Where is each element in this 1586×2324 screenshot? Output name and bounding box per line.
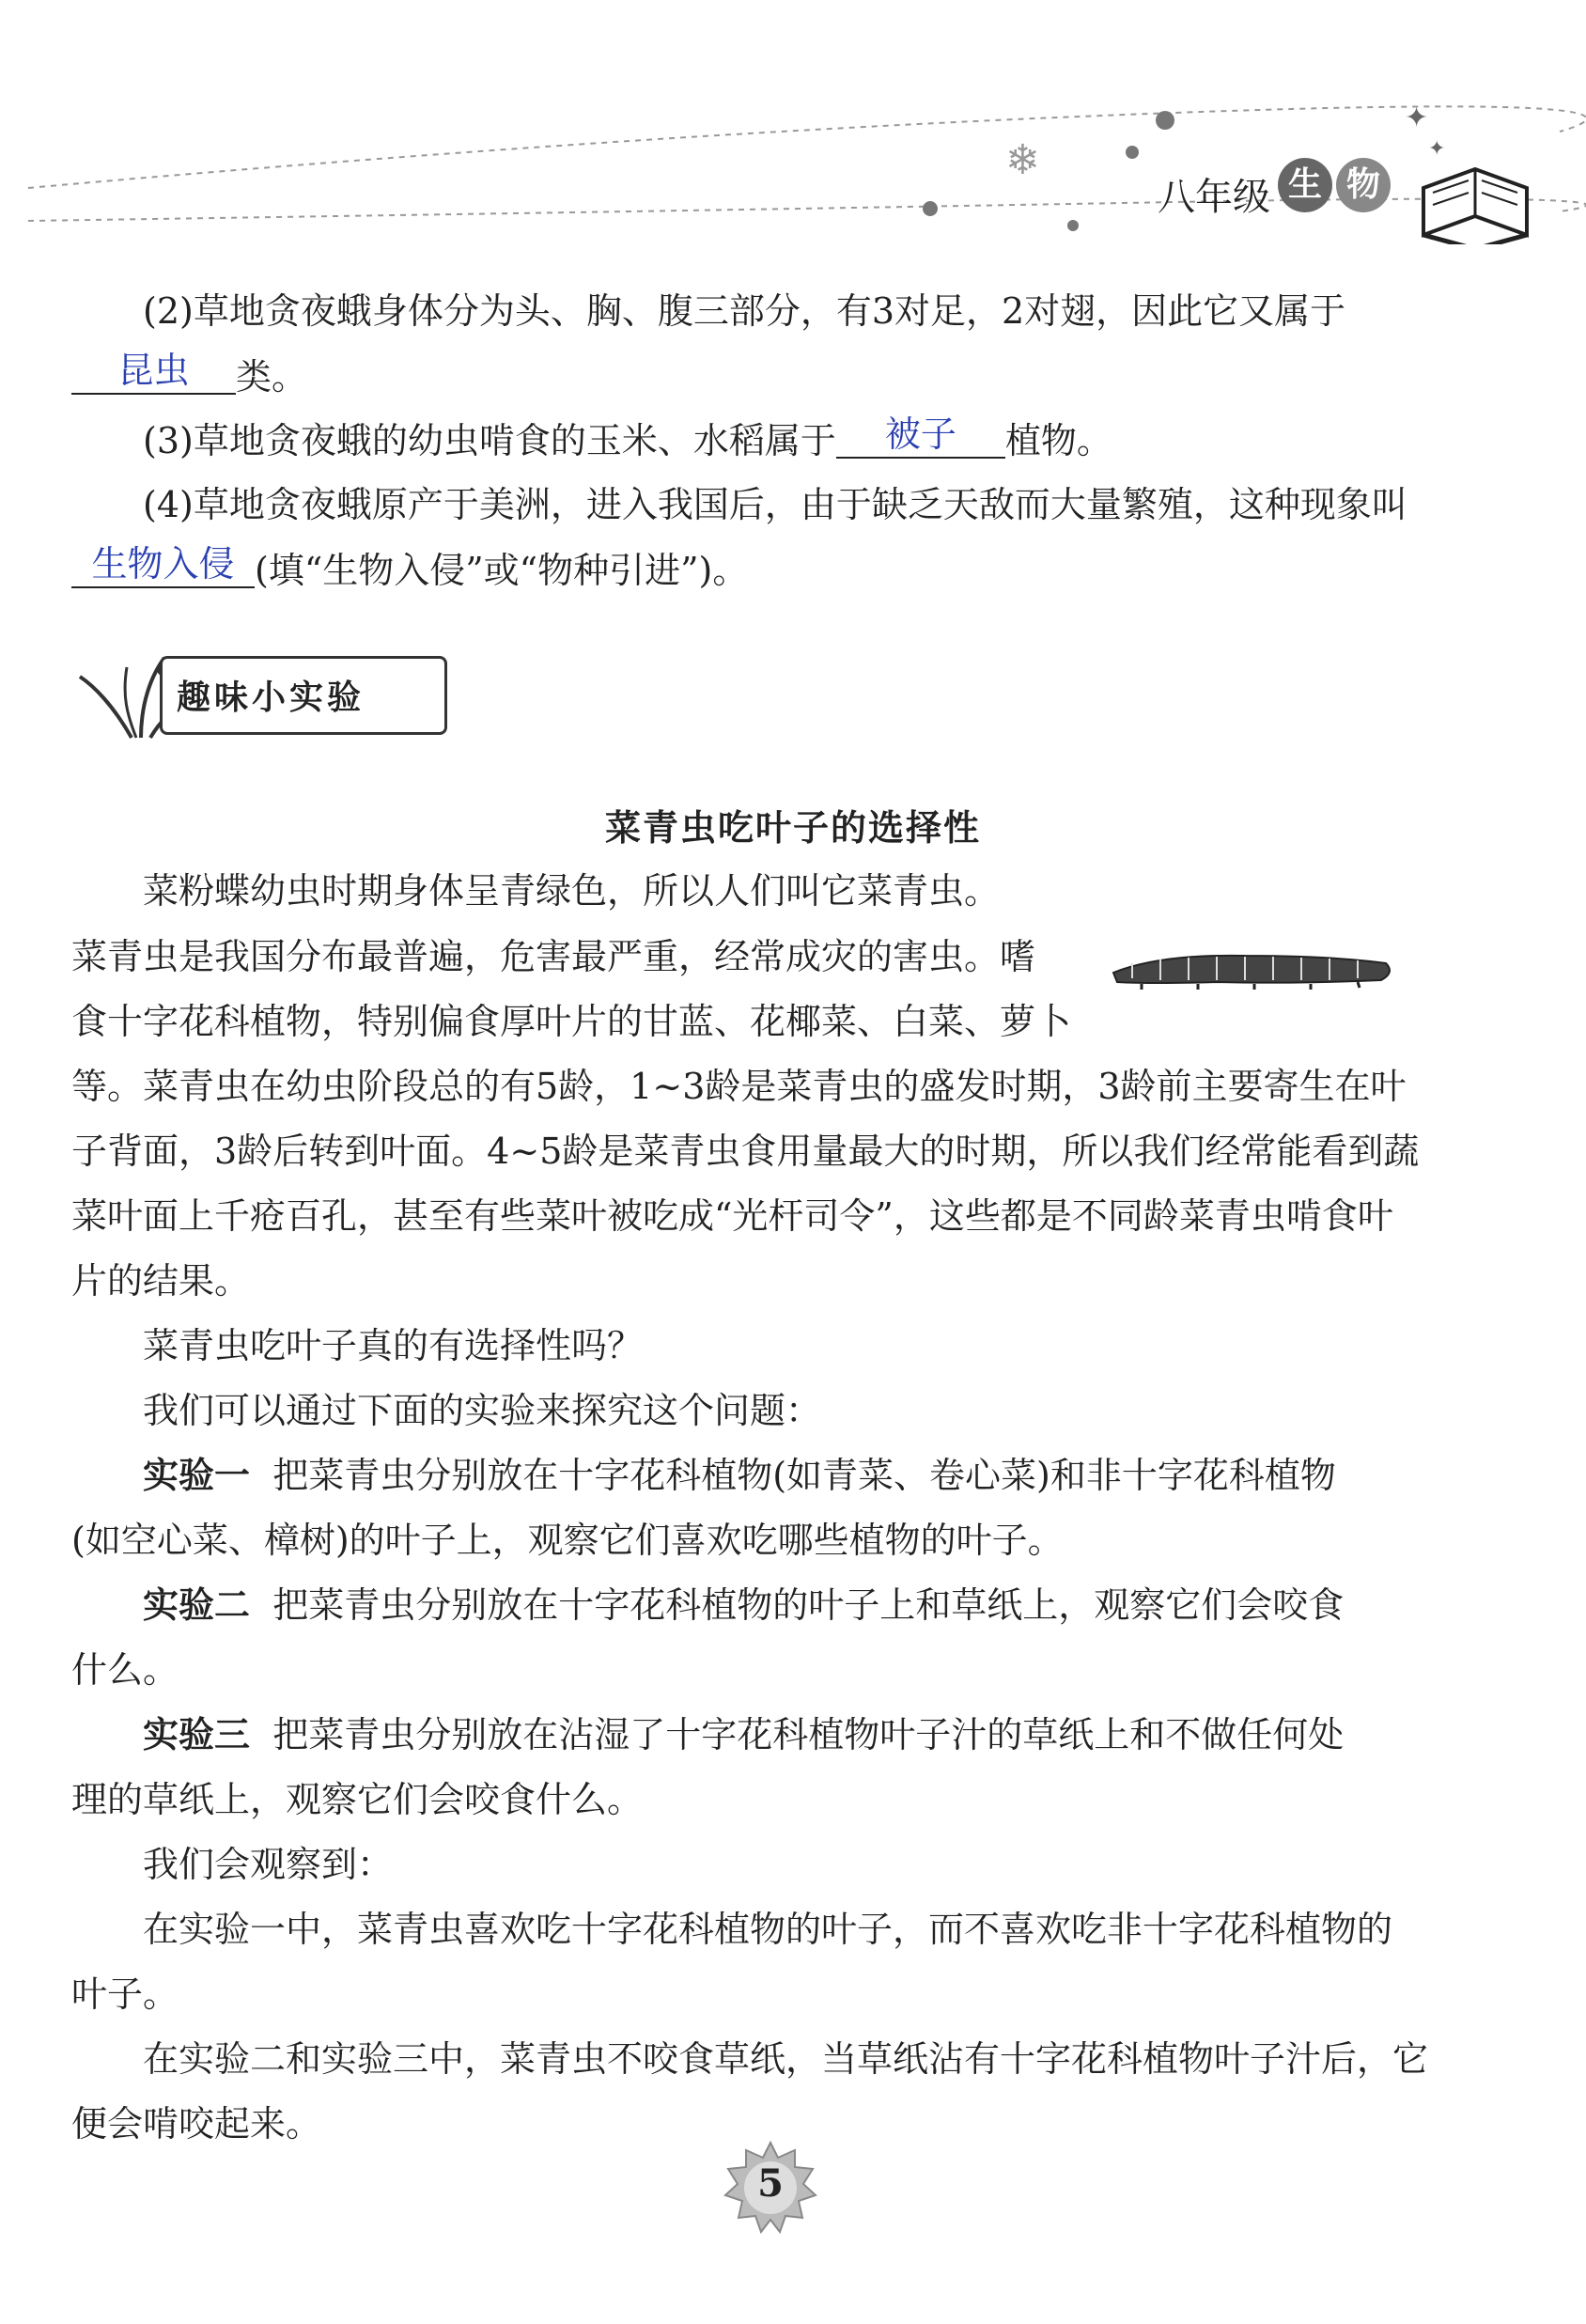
observation-1-cont: 叶子。 — [71, 1973, 179, 2015]
observation-2-cont: 便会啃咬起来。 — [71, 2103, 322, 2145]
svg-text:✦: ✦ — [1405, 101, 1429, 134]
q3-blank[interactable] — [836, 413, 1005, 459]
caterpillar-illustration — [1104, 935, 1405, 991]
section-title: 趣味小实验 — [177, 678, 365, 717]
q4-answer-line — [71, 543, 749, 592]
subject-char-1: 生 — [1278, 158, 1332, 212]
section-banner — [75, 648, 442, 742]
q3-suffix: 植物。 — [1004, 420, 1112, 461]
article-title: 菜青虫吃叶子的选择性 — [604, 807, 981, 849]
header-grade: 八年级 — [1158, 176, 1270, 219]
svg-text:✦: ✦ — [1428, 137, 1446, 161]
q4-answer: 生物入侵 — [91, 543, 235, 585]
q2-blank[interactable] — [71, 350, 236, 395]
experiment-3-cont: 理的草纸上，观察它们会咬食什么。 — [71, 1779, 644, 1820]
q4-text: (4)草地贪夜蛾原产于美洲，进入我国后，由于缺乏天敌而大量繁殖，这种现象叫 — [143, 484, 1407, 525]
q4-blank[interactable] — [71, 543, 255, 588]
article-line-8: 菜青虫吃叶子真的有选择性吗？ — [143, 1325, 644, 1366]
experiment-3 — [143, 1713, 1344, 1756]
subject-char-2: 物 — [1336, 158, 1391, 212]
experiment-1-cont: (如空心菜、樟树)的叶子上，观察它们喜欢吃哪些植物的叶子。 — [71, 1520, 1064, 1561]
experiment-3-text: 把菜青虫分别放在沾湿了十字花科植物叶子汁的草纸上和不做任何处 — [272, 1714, 1345, 1755]
q3-prefix: (3)草地贪夜蛾的幼虫啃食的玉米、水稻属于 — [143, 420, 836, 461]
article-line-2: 菜青虫是我国分布最普遍，危害最严重，经常成灾的害虫。嗜 — [71, 936, 1036, 977]
svg-text:❄: ❄ — [1005, 136, 1040, 184]
observation-2: 在实验二和实验三中，菜青虫不咬食草纸，当草纸沾有十字花科植物叶子汁后，它 — [143, 2038, 1429, 2080]
experiment-2-text: 把菜青虫分别放在十字花科植物的叶子上和草纸上，观察它们会咬食 — [272, 1584, 1345, 1626]
observation-1: 在实验一中，菜青虫喜欢吃十字花科植物的叶子，而不喜欢吃非十字花科植物的 — [143, 1909, 1393, 1950]
article-line-7: 片的结果。 — [71, 1260, 251, 1302]
experiment-1-text: 把菜青虫分别放在十字花科植物(如青菜、卷心菜)和非十字花科植物 — [272, 1455, 1336, 1496]
page-number: 5 — [757, 2161, 784, 2206]
book-icon — [1423, 169, 1527, 244]
experiment-1-label: 实验一 — [143, 1455, 251, 1496]
article-line-3: 食十字花科植物，特别偏食厚叶片的甘蓝、花椰菜、白菜、萝卜 — [71, 1001, 1072, 1042]
q2-suffix: 类。 — [236, 356, 308, 398]
q3-line — [143, 413, 1112, 462]
article-line-6: 菜叶面上千疮百孔，甚至有些菜叶被吃成“光杆司令”，这些都是不同龄菜青虫啃食叶 — [71, 1195, 1393, 1237]
experiment-2-label: 实验二 — [143, 1584, 251, 1626]
article-line-1: 菜粉蝶幼虫时期身体呈青绿色，所以人们叫它菜青虫。 — [143, 870, 1001, 912]
article-line-5: 子背面，3龄后转到叶面。4~5龄是菜青虫食用量最大的时期，所以我们经常能看到蔬 — [71, 1131, 1420, 1172]
header-subject — [1278, 158, 1391, 212]
q2-answer: 昆虫 — [117, 350, 190, 391]
q2-answer-line — [71, 350, 308, 398]
experiment-3-label: 实验三 — [143, 1714, 251, 1755]
experiment-2 — [143, 1583, 1344, 1627]
article-line-9: 我们可以通过下面的实验来探究这个问题： — [143, 1390, 822, 1431]
experiment-2-cont: 什么。 — [71, 1649, 179, 1691]
q2-text: (2)草地贪夜蛾身体分为头、胸、腹三部分，有3对足，2对翅，因此它又属于 — [143, 290, 1346, 332]
article-line-4: 等。菜青虫在幼虫阶段总的有5龄，1~3龄是菜青虫的盛发时期，3龄前主要寄生在叶 — [71, 1066, 1407, 1107]
observation-intro: 我们会观察到： — [143, 1844, 394, 1885]
experiment-1 — [143, 1454, 1336, 1497]
q3-answer: 被子 — [884, 413, 956, 455]
q4-suffix: (填“生物入侵”或“物种引进”)。 — [255, 550, 749, 591]
